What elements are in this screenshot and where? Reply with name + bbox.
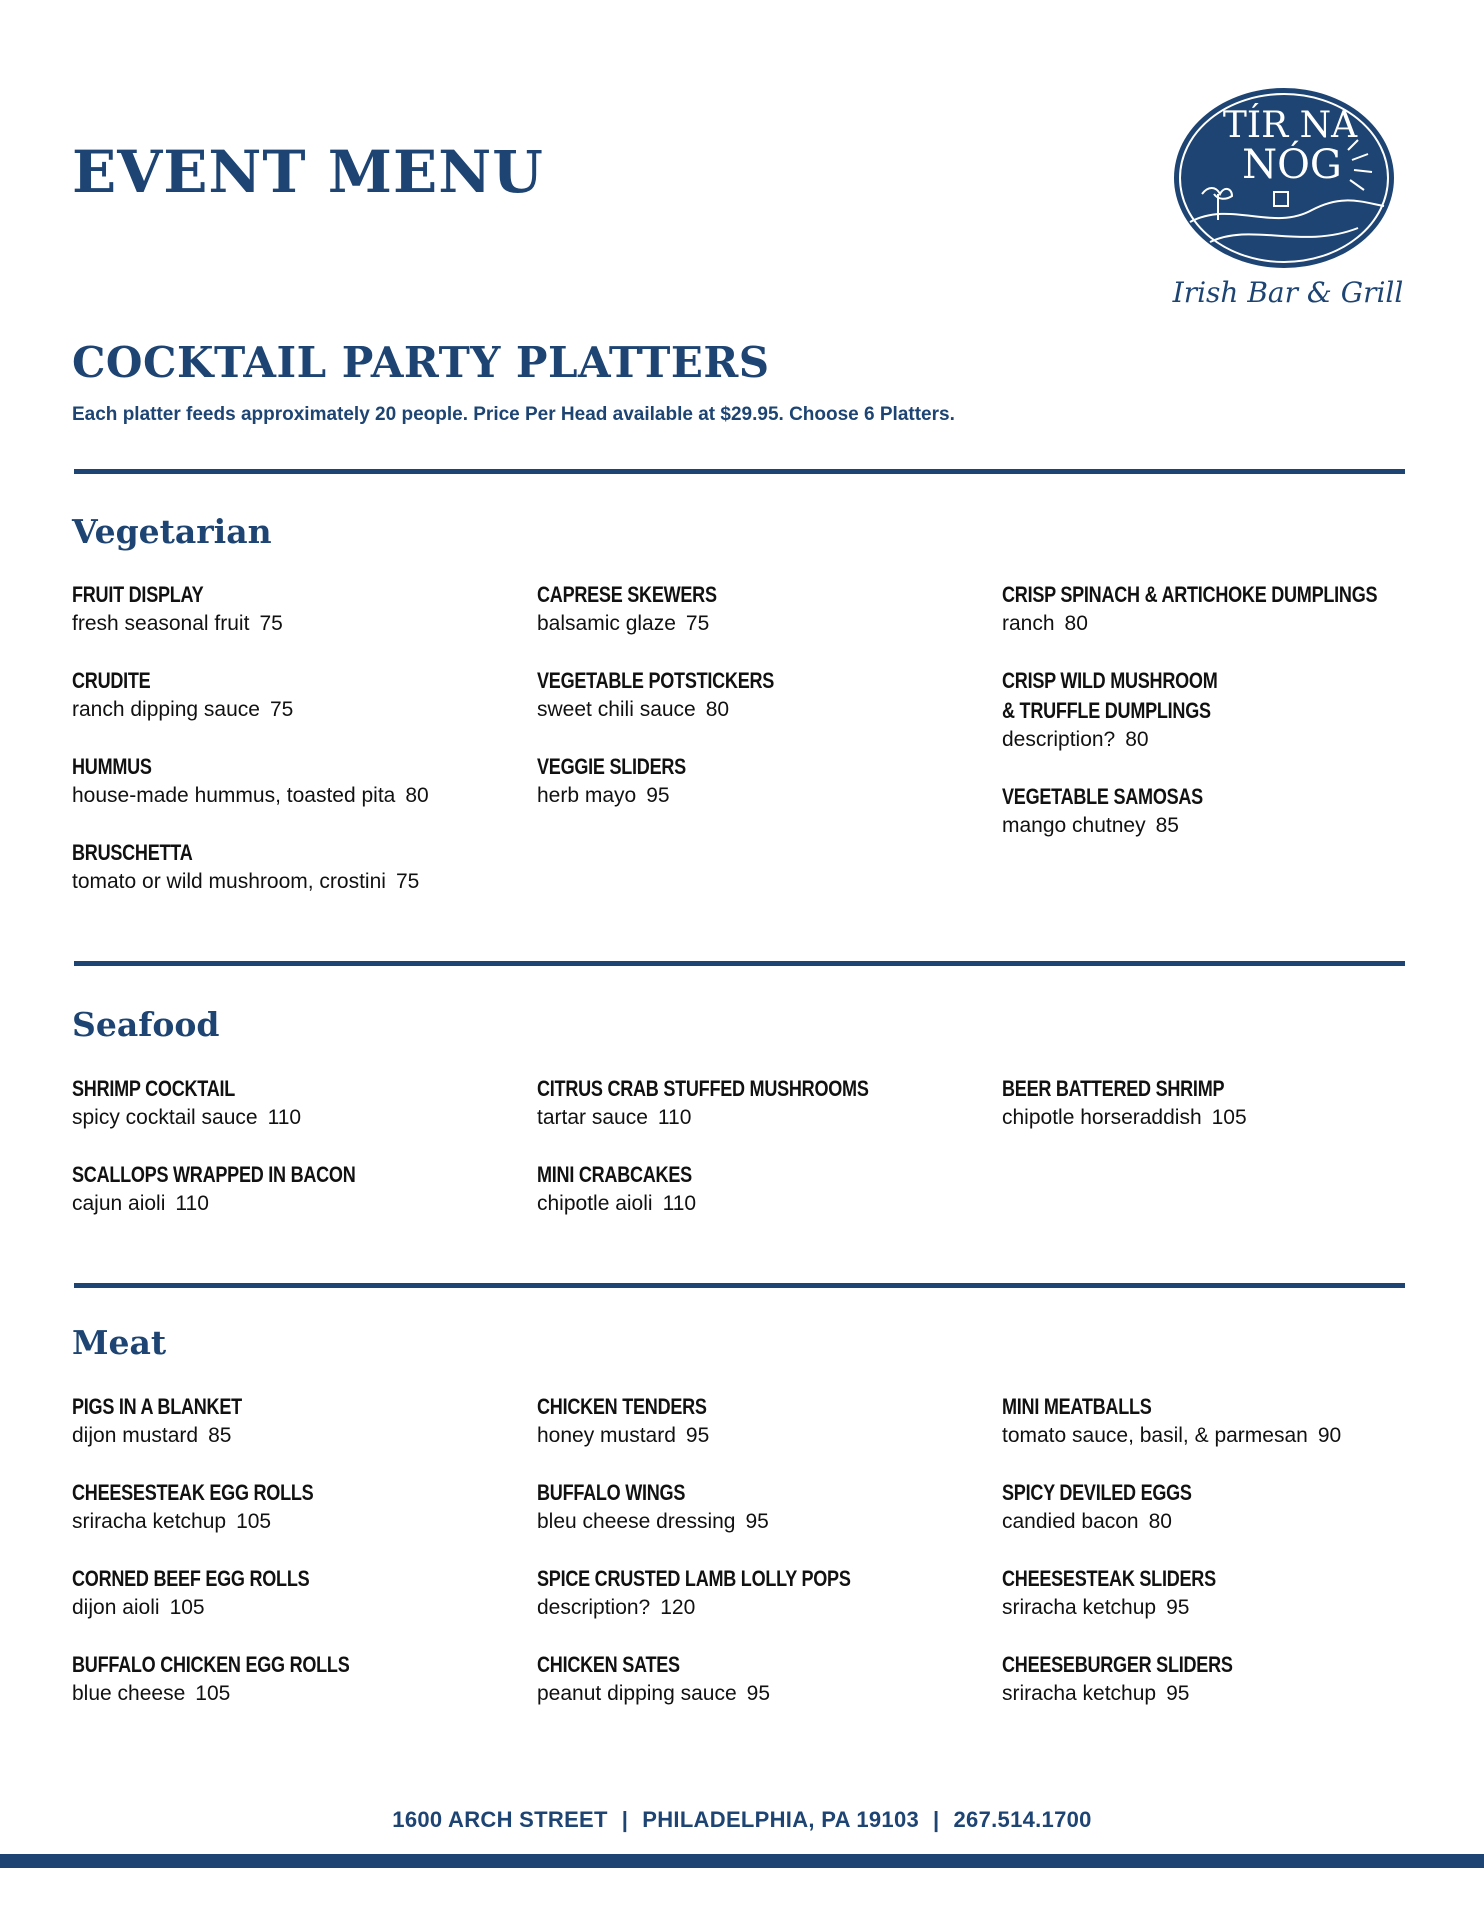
logo-line2: NÓG (1242, 142, 1342, 188)
vegetarian-column-2 (537, 580, 977, 838)
item-name: CHEESEBURGER SLIDERS (1002, 1652, 1233, 1677)
item-price: 110 (662, 1192, 697, 1215)
menu-item (537, 1160, 977, 1218)
category-title-vegetarian: Vegetarian (72, 512, 272, 551)
item-description: dijon aioli (72, 1596, 160, 1619)
item-name: MINI MEATBALLS (1002, 1394, 1152, 1419)
footer-separator: | (933, 1807, 940, 1832)
item-price: 95 (1166, 1596, 1190, 1619)
vegetarian-column-3 (1002, 580, 1442, 868)
item-price: 75 (269, 698, 294, 721)
item-description: sriracha ketchup (1002, 1682, 1157, 1705)
menu-item (72, 1564, 512, 1622)
item-price: 105 (1211, 1106, 1247, 1129)
menu-item (537, 1478, 977, 1536)
item-name: CHEESESTEAK EGG ROLLS (72, 1480, 314, 1505)
menu-item (72, 1478, 512, 1536)
menu-item (72, 666, 512, 724)
item-description: tartar sauce (537, 1106, 648, 1129)
item-name: CRUDITE (72, 668, 151, 693)
meat-column-3 (1002, 1392, 1442, 1736)
menu-item (1002, 782, 1442, 840)
item-price: 95 (646, 784, 670, 807)
footer-separator: | (621, 1807, 629, 1832)
item-price: 75 (259, 612, 283, 635)
menu-item (1002, 1650, 1442, 1708)
item-description: spicy cocktail sauce (72, 1106, 258, 1129)
item-price: 85 (1155, 814, 1179, 837)
item-description: mango chutney (1002, 814, 1146, 837)
item-description: ranch (1002, 612, 1055, 635)
item-name: CRISP WILD MUSHROOM (1002, 668, 1218, 693)
item-name: CORNED BEEF EGG ROLLS (72, 1566, 310, 1591)
item-price: 80 (705, 698, 730, 721)
menu-item (537, 752, 977, 810)
menu-item (1002, 1392, 1442, 1450)
item-price: 80 (1148, 1510, 1172, 1533)
section-subtitle: Each platter feeds approximately 20 people. Price Per Head available at $29.95. Choose 6 Platters. (72, 404, 955, 425)
item-price: 80 (405, 784, 429, 807)
menu-item (72, 752, 512, 810)
meat-column-1 (72, 1392, 512, 1736)
menu-item (72, 1392, 512, 1450)
logo-tagline: Irish Bar & Grill (1172, 276, 1404, 309)
item-description: dijon mustard (72, 1424, 199, 1447)
divider (74, 1283, 1405, 1288)
item-description: fresh seasonal fruit (72, 612, 250, 635)
item-name: CAPRESE SKEWERS (537, 582, 717, 607)
item-name: CHEESESTEAK SLIDERS (1002, 1566, 1216, 1591)
item-name: BRUSCHETTA (72, 840, 193, 865)
menu-item (72, 838, 512, 896)
item-description: sriracha ketchup (1002, 1596, 1157, 1619)
item-price: 80 (1125, 728, 1149, 751)
section-title: COCKTAIL PARTY PLATTERS (72, 338, 770, 387)
item-name: BUFFALO WINGS (537, 1480, 686, 1505)
item-description: peanut dipping sauce (537, 1682, 737, 1705)
menu-item (537, 1074, 977, 1132)
item-description: cajun aioli (72, 1192, 166, 1215)
restaurant-logo (1162, 82, 1412, 312)
item-description: honey mustard (537, 1424, 676, 1447)
item-description: blue cheese (72, 1682, 186, 1705)
menu-item (1002, 1564, 1442, 1622)
item-name: VEGETABLE SAMOSAS (1002, 784, 1203, 809)
footer-address: 1600 ARCH STREET (392, 1807, 608, 1832)
item-price: 110 (657, 1106, 692, 1129)
item-description: chipotle horseraddish (1002, 1106, 1202, 1129)
menu-item (537, 580, 977, 638)
item-price: 95 (745, 1510, 769, 1533)
menu-item (537, 666, 977, 724)
menu-item (1002, 1074, 1442, 1132)
item-name: SPICE CRUSTED LAMB LOLLY POPS (537, 1566, 851, 1591)
item-description: sriracha ketchup (72, 1510, 227, 1533)
menu-item (72, 1650, 512, 1708)
item-price: 95 (1166, 1682, 1190, 1705)
category-title-seafood: Seafood (72, 1005, 220, 1044)
divider (74, 469, 1405, 474)
footer-bar (0, 1854, 1484, 1868)
menu-item (72, 580, 512, 638)
item-price: 110 (175, 1192, 209, 1215)
item-price: 95 (685, 1424, 710, 1447)
item-name: HUMMUS (72, 754, 152, 779)
item-name: MINI CRABCAKES (537, 1162, 692, 1187)
logo-line1: TÍR NA (1222, 105, 1358, 146)
divider (74, 961, 1405, 966)
item-description: balsamic glaze (537, 612, 676, 635)
footer-contact (0, 1807, 1484, 1833)
item-name: BEER BATTERED SHRIMP (1002, 1076, 1225, 1101)
item-description: herb mayo (537, 784, 637, 807)
item-price: 75 (685, 612, 710, 635)
meat-column-2 (537, 1392, 977, 1736)
item-name: BUFFALO CHICKEN EGG ROLLS (72, 1652, 350, 1677)
item-name: FRUIT DISPLAY (72, 582, 204, 607)
menu-item (1002, 580, 1442, 638)
category-title-meat: Meat (72, 1323, 167, 1362)
item-name: CITRUS CRAB STUFFED MUSHROOMS (537, 1076, 869, 1101)
footer-phone: 267.514.1700 (953, 1807, 1092, 1832)
menu-item (72, 1074, 512, 1132)
item-name: SPICY DEVILED EGGS (1002, 1480, 1192, 1505)
item-name-line2: & TRUFFLE DUMPLINGS (1002, 698, 1211, 723)
item-price: 105 (236, 1510, 272, 1533)
item-price: 90 (1317, 1424, 1342, 1447)
menu-item (1002, 1478, 1442, 1536)
item-name: CRISP SPINACH & ARTICHOKE DUMPLINGS (1002, 582, 1378, 607)
item-description: candied bacon (1002, 1510, 1139, 1533)
item-price: 95 (746, 1682, 771, 1705)
item-description: chipotle aioli (537, 1192, 653, 1215)
item-price: 85 (208, 1424, 232, 1447)
menu-item (72, 1160, 512, 1218)
item-description: description? (537, 1596, 651, 1619)
item-price: 120 (660, 1596, 696, 1619)
item-price: 80 (1064, 612, 1088, 635)
menu-item (1002, 666, 1442, 754)
vegetarian-column-1 (72, 580, 512, 924)
seafood-column-2 (537, 1074, 977, 1246)
item-description: tomato or wild mushroom, crostini (72, 870, 386, 893)
item-name: VEGGIE SLIDERS (537, 754, 686, 779)
item-description: house-made hummus, toasted pita (72, 784, 396, 807)
item-price: 110 (267, 1106, 302, 1129)
footer-city: PHILADELPHIA, PA 19103 (642, 1807, 920, 1832)
seafood-column-1 (72, 1074, 512, 1246)
item-name: CHICKEN TENDERS (537, 1394, 707, 1419)
item-price: 105 (169, 1596, 205, 1619)
item-name: SCALLOPS WRAPPED IN BACON (72, 1162, 356, 1187)
item-description: ranch dipping sauce (72, 698, 260, 721)
seafood-column-3 (1002, 1074, 1442, 1160)
menu-item (537, 1392, 977, 1450)
item-description: tomato sauce, basil, & parmesan (1002, 1424, 1308, 1447)
item-description: sweet chili sauce (537, 698, 696, 721)
item-name: PIGS IN A BLANKET (72, 1394, 242, 1419)
item-description: description? (1002, 728, 1116, 751)
item-name: CHICKEN SATES (537, 1652, 680, 1677)
item-price: 105 (195, 1682, 231, 1705)
menu-item (537, 1650, 977, 1708)
item-price: 75 (395, 870, 420, 893)
item-name: SHRIMP COCKTAIL (72, 1076, 236, 1101)
item-name: VEGETABLE POTSTICKERS (537, 668, 775, 693)
item-description: bleu cheese dressing (537, 1510, 736, 1533)
menu-item (537, 1564, 977, 1622)
page-title: EVENT MENU (72, 138, 544, 206)
